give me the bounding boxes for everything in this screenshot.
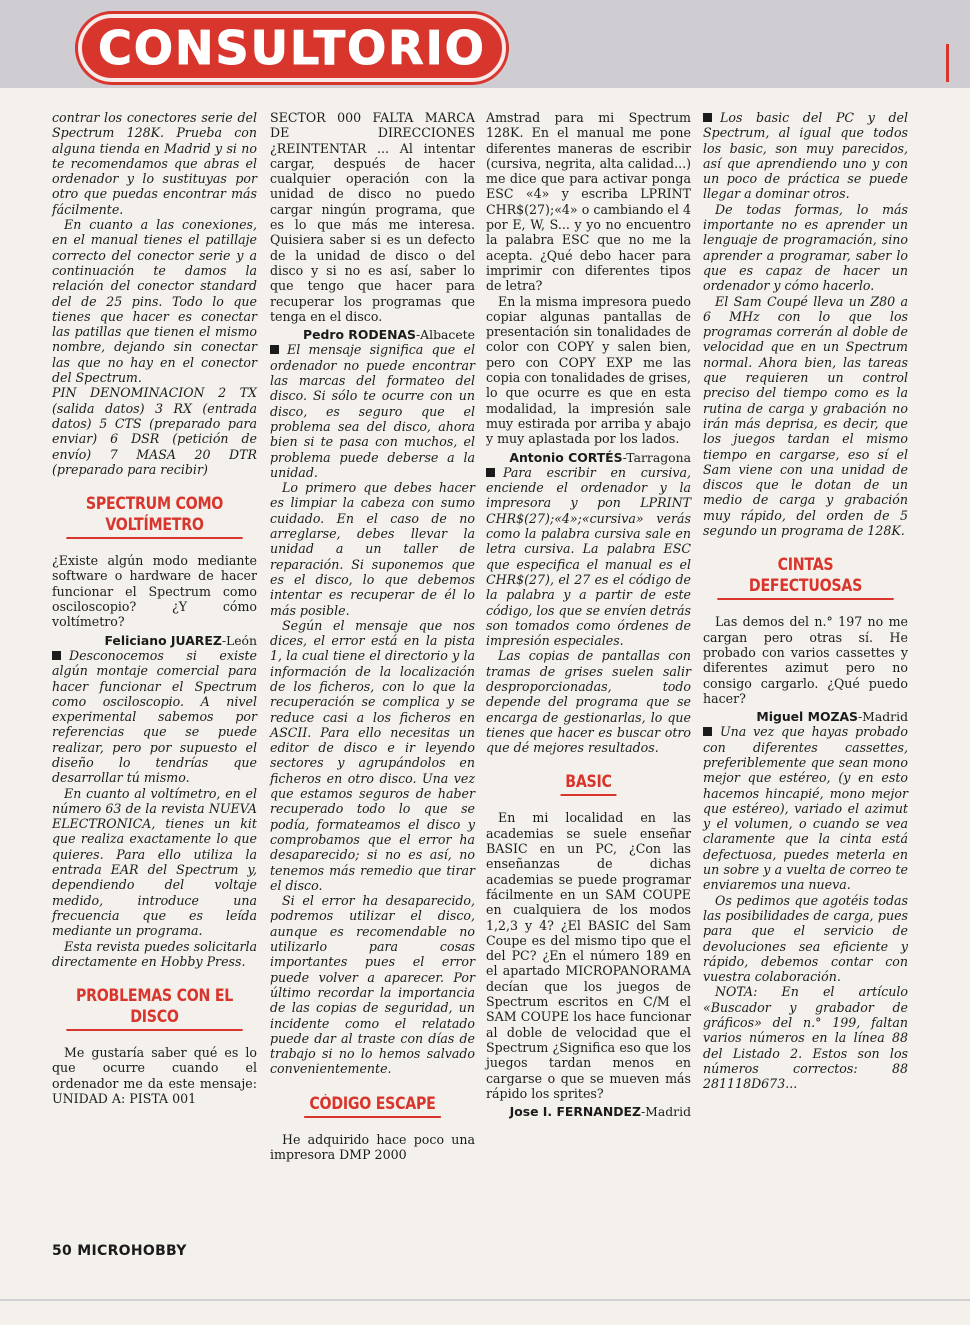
paragraph-text: PIN DENOMINACION 2 TX (salida datos) 3 RX (entrada datos) 5 CTS (preparado para enviar) 6 DSR (petición de envío) 7 MASA 20 DTR (preparado para recibir) (52, 385, 257, 477)
reader-city: -Madrid (640, 1104, 691, 1120)
reader-signature (270, 327, 475, 342)
answer-paragraph (52, 786, 257, 939)
paragraph-text: Si el error ha desaparecido, podremos utilizar el disco, aunque es recomendable no utilizarlo para cosas importantes pues el error puede volver a aparecer. Por último recordar la importancia de las copias de seguridad, un incidente como el relatado puede dar al traste con días de trabajo si no lo hemos salvado convenientemente. (270, 893, 475, 1077)
reader-city: -León (221, 632, 257, 648)
answer-paragraph (486, 465, 691, 649)
question-paragraph (52, 553, 257, 629)
paragraph-text: SECTOR 000 FALTA MARCA DE DIRECCIONES ¿REINTENTAR ... Al intentar cargar, después de hacer cualquier operación con la unidad de disco no puedo cargar ningún programa, que es lo que más me interesa. Quisiera saber si es un defecto de la unidad de disco o del disco y si no es así, saber lo que tengo que hacer para recuperar los programas que tenga en el disco. (270, 110, 475, 324)
paragraph-text: Una vez que hayas probado con diferentes cassettes, preferiblemente que sean mono mejor que estéreo, (y en esto hacemos hincapié, mono mejor que estéreo), variado el azimut y el volumen, o cuando se vea claramente que la cinta está defectuosa, puedes meterla en un sobre y a vuelta de correo te enviaremos una nueva. (703, 724, 908, 893)
paragraph-text: Esta revista puedes solicitarla directamente en Hobby Press. (52, 938, 257, 969)
answer-paragraph (52, 385, 257, 477)
paragraph-text: Amstrad para mi Spectrum 128K. En el manual me pone diferentes maneras de escribir (cursiva, negrita, alta calidad...) me dice que para activar ponga ESC «4» y escriba LPRINT CHR$(27);«4» o cambiando el 4 por E, W, S... y yo no encuentro la palabra ESC que no me la acepta. ¿Qué debo hacer para imprimir con diferentes tipos de letra? (486, 110, 691, 294)
bottom-rule (0, 1299, 970, 1301)
paragraph-text: Desconocemos si existe algún montaje comercial para hacer funcionar el Spectrum como osciloscopio. A nivel experimental sabemos por referencias que se puede realizar, pero por supuesto el diseño lo tendrías que desarrollar tú mismo. (52, 647, 257, 786)
reader-name: Antonio CORTÉS (509, 449, 623, 465)
text-column-2 (270, 110, 475, 1162)
paragraph-text: Os pedimos que agotéis todas las posibilidades de carga, pues para que el servicio de devoluciones sea eficiente y rápido, debemos contar con vuestra colaboración. (703, 892, 908, 985)
question-paragraph (486, 810, 691, 1101)
answer-paragraph (270, 893, 475, 1077)
section-heading (500, 771, 676, 796)
reader-signature (703, 709, 908, 724)
question-paragraph (703, 614, 908, 706)
question-paragraph (270, 110, 475, 324)
answer-paragraph (52, 648, 257, 786)
reader-signature (52, 633, 257, 648)
section-heading (66, 493, 242, 539)
section-heading (284, 1093, 460, 1118)
answer-paragraph (703, 294, 908, 539)
answer-paragraph (52, 110, 257, 217)
reader-city: -Tarragona (622, 449, 691, 465)
paragraph-text: Para escribir en cursiva, enciende el ordenador y la impresora y pon LPRINT CHR$(27);«4»;«cursiva» verás como la palabra cursiva sale en letra cursiva. La palabra ESC que especifica el manual es el CHR$(27), el 27 es el código de la palabra y a partir de este código, los que se envíen detrás son tomados como órdenes de impresión especiales. (486, 464, 691, 649)
answer-paragraph (270, 480, 475, 618)
paragraph-text: Según el mensaje que nos dices, el error está en la pista 1, la cual tiene el directorio y la información de la localización de los ficheros, con lo que la recuperación se complica y se reduce casi a los ficheros en ASCII. Para ello necesitas un editor de disco e ir leyendo sectores y agrupándolos en ficheros en otro disco. Una vez que estamos seguros de haber recuperado todo lo que se podía, formateamos el disco y comprobamos que el error ha desaparecido; si no es así, no tenemos más remedio que tirar el disco. (270, 617, 475, 893)
reader-city: -Madrid (857, 709, 908, 725)
answer-paragraph (703, 724, 908, 892)
section-heading-text: SPECTRUM COMO VOLTÍMETRO (66, 493, 242, 539)
text-column-1 (52, 110, 257, 1106)
reader-signature (486, 450, 691, 465)
answer-paragraph (270, 342, 475, 480)
paragraph-text: He adquirido hace poco una impresora DMP 2000 (270, 1131, 475, 1162)
text-column-3 (486, 110, 691, 1119)
paragraph-text: De todas formas, lo más importante no es aprender un lenguaje de programación, sino aprender a programar, saber lo que es capaz de hacer un ordenador y cómo hacerlo. (703, 201, 908, 294)
section-heading (66, 985, 242, 1031)
answer-bullet-square-icon (703, 113, 712, 122)
answer-paragraph (703, 893, 908, 985)
answer-paragraph (52, 939, 257, 970)
section-heading-text: CÓDIGO ESCAPE (304, 1093, 441, 1118)
paragraph-text: contrar los conectores serie del Spectrum 128K. Prueba con alguna tienda en Madrid y si no te recomendamos que abras el ordenador y lo sustituyas por otro que puedas encontrar más fácilmente. (52, 110, 257, 217)
page-footer: 50 MICROHOBBY (52, 1243, 187, 1259)
answer-bullet-square-icon (52, 651, 61, 660)
paragraph-text: Los basic del PC y del Spectrum, al igual que todos los basic, son muy parecidos, así que aprendiendo uno y con un poco de práctica se puede llegar a dominar otros. (703, 110, 908, 202)
answer-bullet-square-icon (703, 727, 712, 736)
answer-paragraph (486, 648, 691, 755)
section-heading-text: PROBLEMAS CON EL DISCO (66, 985, 242, 1031)
section-title-logo: CONSULTORIO (78, 14, 506, 82)
section-heading-text: BASIC (560, 771, 617, 796)
answer-paragraph (703, 202, 908, 294)
answer-bullet-square-icon (270, 345, 279, 354)
question-paragraph (270, 1132, 475, 1163)
question-paragraph (486, 294, 691, 447)
paragraph-text: El mensaje significa que el ordenador no puede encontrar las marcas del formateo del disco. Si sólo te ocurre con un disco, es seguro que el problema sea del disco, ahora bien si te pasa con muchos, el problema puede deberse a la unidad. (270, 342, 475, 480)
page-edge-marker (946, 44, 949, 82)
text-column-4 (703, 110, 908, 1092)
section-heading-text: CINTAS DEFECTUOSAS (717, 554, 893, 600)
question-paragraph (486, 110, 691, 294)
section-heading (717, 554, 893, 600)
question-paragraph (52, 1045, 257, 1106)
answer-bullet-square-icon (486, 468, 495, 477)
reader-name: Miguel MOZAS (756, 709, 858, 725)
reader-name: Feliciano JUAREZ (104, 632, 222, 648)
reader-signature (486, 1104, 691, 1119)
reader-name: Jose I. FERNANDEZ (509, 1104, 641, 1120)
answer-paragraph (52, 217, 257, 385)
reader-city: -Albacete (415, 327, 475, 343)
paragraph-text: Las demos del n.° 197 no me cargan pero otras sí. He probado con varios cassettes y diferentes azimut pero no consigo cargarlo. ¿Qué puedo hacer? (703, 614, 908, 706)
paragraph-text: Las copias de pantallas con tramas de grises suelen salir desproporcionadas, todo depende del programa que se encarga de gestionarlas, lo que tienes que hacer es buscar otro que dé mejores resultados. (486, 648, 691, 756)
paragraph-text: En la misma impresora puedo copiar algunas pantallas de presentación sin tonalidades de color con COPY y salen bien, pero con COPY EXP me las copia con tonalidades de grises, lo que ocurre es que en esta modalidad, la impresión sale muy estirada por arriba y abajo y muy aplastada por los lados. (486, 293, 691, 447)
paragraph-text: Lo primero que debes hacer es limpiar la cabeza con sumo cuidado. En el caso de no arreglarse, debes llevar la unidad a un taller de reparación. Si suponemos que es el disco, lo que debemos intentar es recuperar de él lo más posible. (270, 480, 475, 618)
paragraph-text: ¿Existe algún modo mediante software o hardware de hacer funcionar el Spectrum como osciloscopio? ¿Y cómo voltímetro? (52, 553, 257, 630)
reader-name: Pedro RODENAS (302, 327, 416, 343)
paragraph-text: El Sam Coupé lleva un Z80 a 6 MHz con lo que los programas correrán al doble de velocidad que en un Spectrum normal. Ahora bien, las tareas que requieren un control preciso del tiempo como es la rutina de carga y grabación no irán más deprisa, es decir, que los juegos tardan el mismo tiempo en cargarse, eso sí el Sam viene con una unidad de discos que le dotan de un medio de carga y grabación muy rápido, del orden de 5 segundo un programa de 128K. (703, 293, 908, 539)
answer-paragraph (703, 110, 908, 202)
paragraph-text: En mi localidad en las academias se suele enseñar BASIC en un PC, ¿Con las enseñanzas de dichas academias se puede programar fácilmente en un SAM COUPE en cualquiera de los modos 1,2,3 y 4? ¿El BASIC del Sam Coupe es del mismo tipo que el del PC? ¿En el número 189 en el apartado MICROPANORAMA decían que los juegos de Spectrum escritos en C/M el SAM COUPE los hace funcionar al doble de velocidad que el Spectrum ¿Significa eso que los juegos tardan menos en cargarse o que se mueven más rápido los sprites? (486, 810, 691, 1101)
answer-paragraph (703, 984, 908, 1091)
answer-paragraph (270, 618, 475, 893)
paragraph-text: NOTA: En el artículo «Buscador y grabador de gráficos» del n.° 199, faltan varios números en la línea 88 del Listado 2. Estos son los números correctos: 88 281118D673... (703, 984, 908, 1092)
paragraph-text: En cuanto a las conexiones, en el manual tienes el patillaje correcto del conector serie y a continuación te damos la relación del conector standard del de 25 pins. Todo lo que tienes que hacer es conectar las patillas que tienen el mismo nombre, dejando sin conectar las que no hay en el conector del Spectrum. (52, 217, 257, 386)
paragraph-text: Me gustaría saber qué es lo que ocurre cuando el ordenador me da este mensaje: UNIDAD A: PISTA 001 (52, 1045, 257, 1107)
paragraph-text: En cuanto al voltímetro, en el número 63 de la revista NUEVA ELECTRONICA, tienes un kit que realiza exactamente lo que quieres. Para ello utiliza la entrada EAR del Spectrum y, dependiendo del voltaje medido, introduce una frecuencia que es leída mediante un programa. (52, 785, 257, 939)
